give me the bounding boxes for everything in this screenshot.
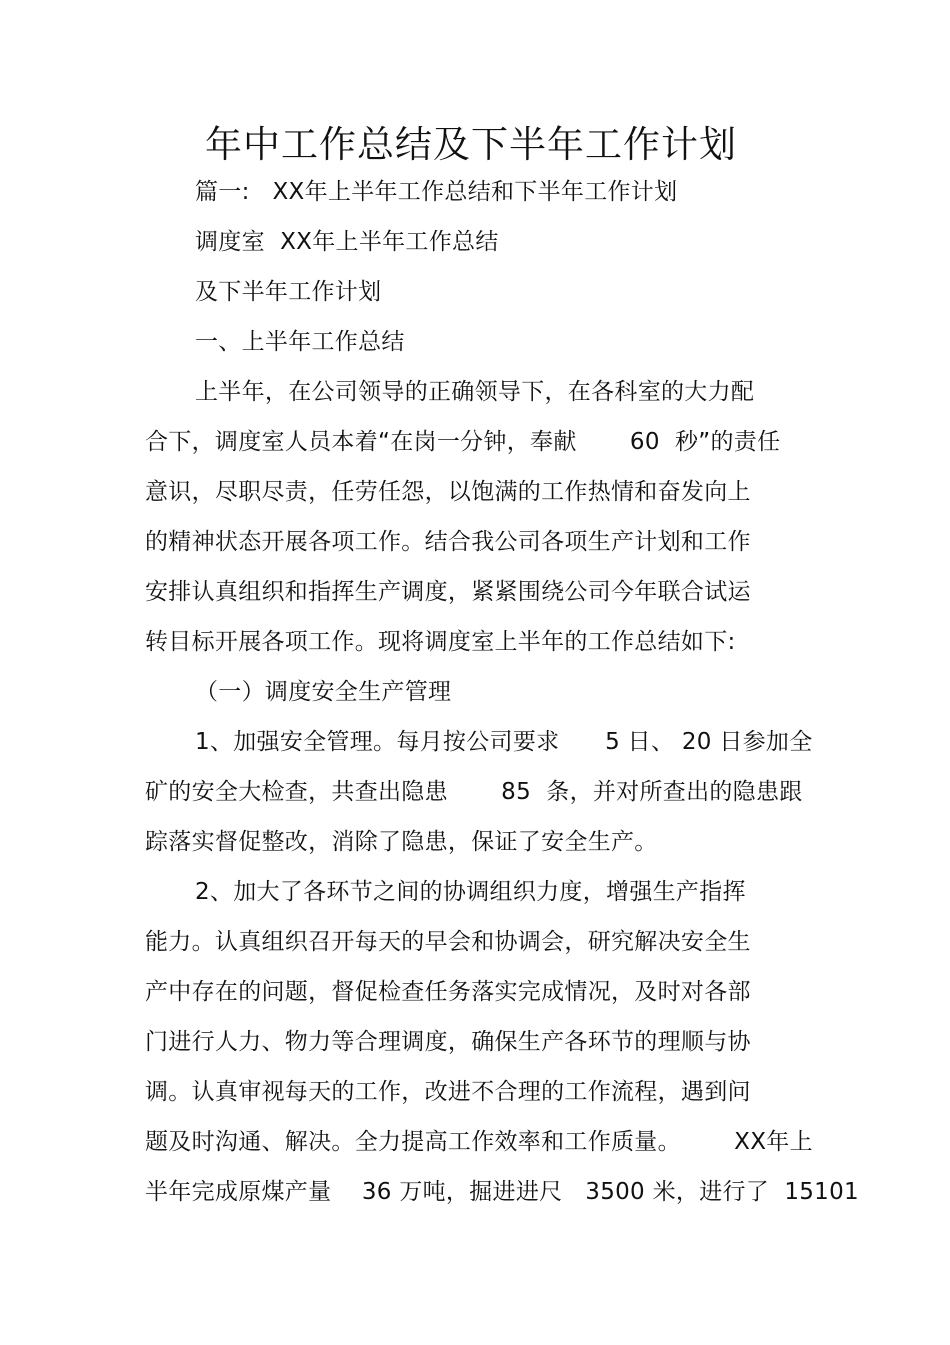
text-line: 踪落实督促整改，消除了隐患，保证了安全生产。 [145, 829, 658, 855]
text-line: 半年完成原煤产量 36 万吨，掘进进尺 3500 米，进行了 15101 [145, 1179, 859, 1205]
text-line: 篇一: XX年上半年工作总结和下半年工作计划 [195, 179, 678, 205]
text-line: 的精神状态开展各项工作。结合我公司各项生产计划和工作 [145, 529, 751, 555]
text-line: 安排认真组织和指挥生产调度，紧紧围绕公司今年联合试运 [145, 579, 751, 605]
text-line: 上半年，在公司领导的正确领导下，在各科室的大力配 [195, 379, 755, 405]
document-title: 年中工作总结及下半年工作计划 [205, 123, 737, 166]
text-line: 一、上半年工作总结 [195, 329, 405, 355]
text-line: 题及时沟通、解决。全力提高工作效率和工作质量。 XX年上 [145, 1129, 813, 1155]
text-line: 矿的安全大检查，共查出隐患 85 条，并对所查出的隐患跟 [145, 779, 803, 805]
text-line: 调。认真审视每天的工作，改进不合理的工作流程，遇到问 [145, 1079, 751, 1105]
text-line: 能力。认真组织召开每天的早会和协调会，研究解决安全生 [145, 929, 751, 955]
text-line: 门进行人力、物力等合理调度，确保生产各环节的理顺与协 [145, 1029, 751, 1055]
text-line: 1、加强安全管理。每月按公司要求 5 日、 20 日参加全 [195, 729, 813, 755]
section-heading: （一）调度安全生产管理 [195, 679, 452, 705]
text-line: 意识，尽职尽责，任劳任怨，以饱满的工作热情和奋发向上 [145, 479, 751, 505]
text-line: 产中存在的问题，督促检查任务落实完成情况，及时对各部 [145, 979, 751, 1005]
text-line: 调度室 XX年上半年工作总结 [195, 229, 499, 255]
text-line: 及下半年工作计划 [195, 279, 382, 305]
text-line: 转目标开展各项工作。现将调度室上半年的工作总结如下: [145, 629, 736, 655]
text-line: 2、加大了各环节之间的协调组织力度，增强生产指挥 [195, 879, 746, 905]
text-line: 合下，调度室人员本着“在岗一分钟，奉献 60 秒”的责任 [145, 429, 781, 455]
